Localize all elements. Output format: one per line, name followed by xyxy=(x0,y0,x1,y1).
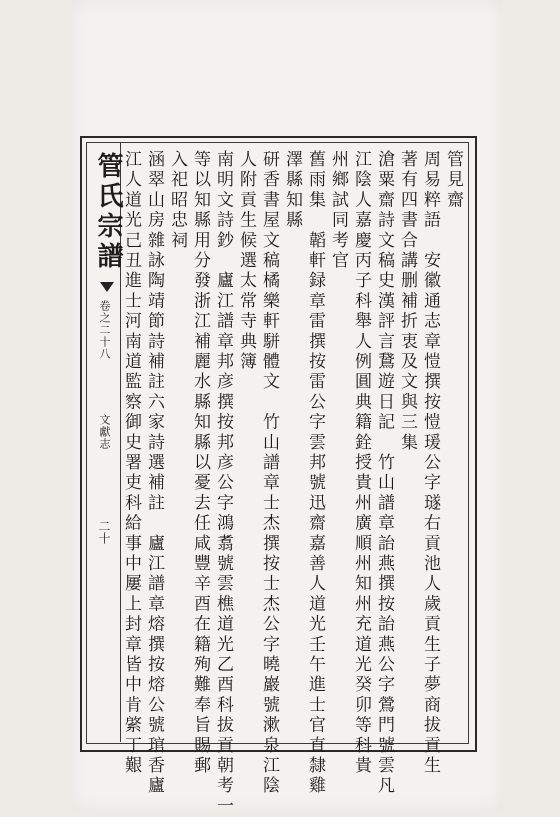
volume-label: 卷之二十八 xyxy=(98,300,111,360)
book-title: 管氏宗譜 xyxy=(93,152,123,272)
text-column: 滄粟齋詩文稿史漢評言鵞遊日記 竹山譜章詒燕撰按詒燕公字鶯門號雲凡 xyxy=(374,150,394,797)
text-column: 澤縣知縣 xyxy=(282,150,302,231)
text-column: 周易粹語 安徽通志章愷撰按愷瑗公字璲右貢池人歲貢生子夢商拔貢生 xyxy=(420,150,440,777)
fish-tail-mark xyxy=(100,282,114,292)
text-column: 江人道光己丑進士河南道監察御史署吏科給事中屢上封章皆中肯綮丁艱 xyxy=(121,150,141,777)
text-column: 涵翠山房雜詠陶靖節詩補註六家詩選補註 廬江譜章熔撰按熔公號琯香廬 xyxy=(144,150,164,797)
text-column: 州鄉試同考官 xyxy=(328,150,348,272)
section-label: 文獻志 xyxy=(98,414,111,450)
text-column: 管見齋 xyxy=(443,150,463,211)
text-column: 入祀昭忠祠 xyxy=(167,150,187,251)
text-column: 南明文詩鈔 廬江譜章邦彦撰按邦彦公字鴻翥號雲樵道光乙酉科拔貢朝考一 xyxy=(213,150,233,817)
text-body xyxy=(121,150,464,817)
text-column: 研香書屋文稿橘樂軒駢體文 竹山譜章士杰撰按士杰公字曉巖號漱泉江陰 xyxy=(259,150,279,797)
text-column: 人附貢生候選太常寺典簿 xyxy=(236,150,256,373)
text-column: 等以知縣用分發浙江補麗水縣知縣以憂去任咸豐辛酉在籍殉難奉旨賜郵 xyxy=(190,150,210,777)
page-number: 二十 xyxy=(97,520,111,544)
text-column: 著有四書合講删補折衷及文與三集 xyxy=(397,150,417,453)
text-column: 江陰人嘉慶丙子科舉人例圓典籍銓授貴州廣順州知州充道光癸卯等科貴 xyxy=(351,150,371,777)
text-column: 舊雨集 韜軒録章雷撰按雷公字雲邦號迅齋嘉善人道光壬午進士官直隸雞 xyxy=(305,150,325,797)
